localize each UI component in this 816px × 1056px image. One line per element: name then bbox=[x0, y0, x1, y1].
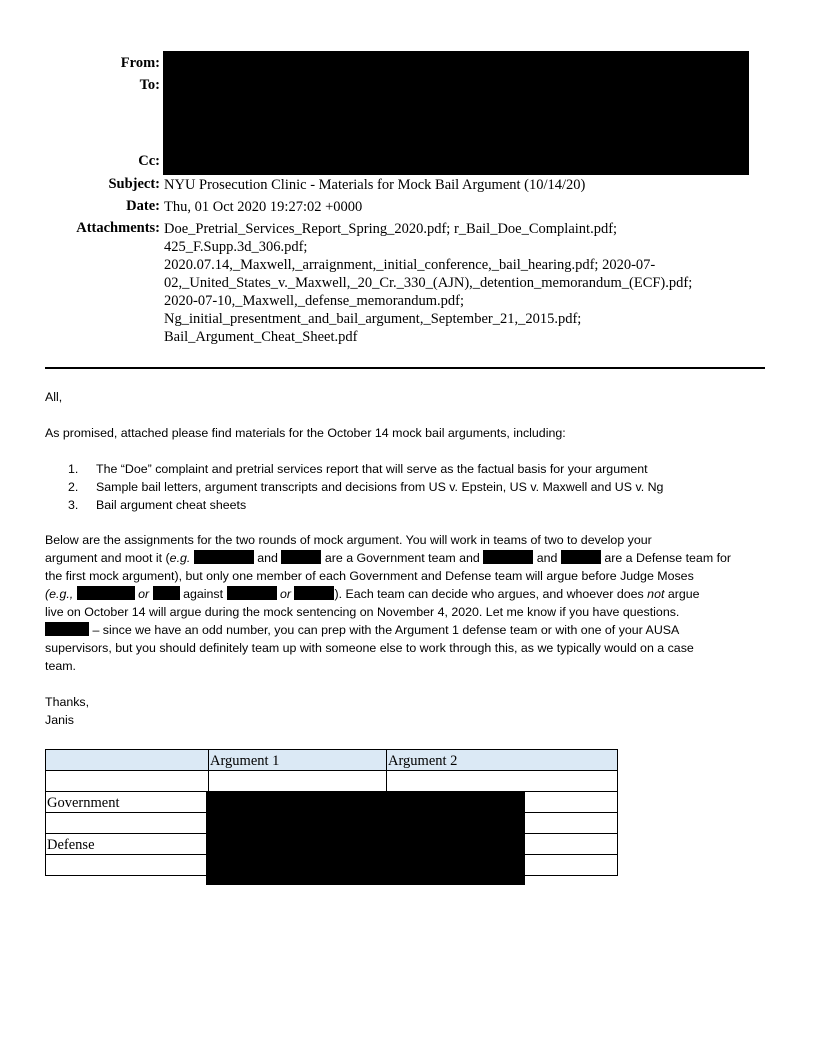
signature: Janis bbox=[45, 713, 74, 727]
attachment-line[interactable]: Ng_initial_presentment_and_bail_argument,_September_21,_2015.pdf; bbox=[164, 311, 582, 327]
to-label: To: bbox=[139, 77, 160, 93]
cc-label: Cc: bbox=[138, 153, 160, 169]
row-label bbox=[46, 855, 209, 876]
attachment-line[interactable]: Bail_Argument_Cheat_Sheet.pdf bbox=[164, 329, 358, 345]
row-label bbox=[46, 813, 209, 834]
attachment-line[interactable]: 02,_United_States_v._Maxwell,_20_Cr._330_(AJN),_detention_memorandum_(ECF).pdf; bbox=[164, 275, 693, 291]
attachment-line[interactable]: 2020-07-10,_Maxwell,_defense_memorandum.pdf; bbox=[164, 293, 464, 309]
header-divider bbox=[45, 367, 765, 369]
attachment-line[interactable]: 425_F.Supp.3d_306.pdf; bbox=[164, 239, 308, 255]
table-row bbox=[46, 771, 618, 792]
redaction-name bbox=[77, 586, 135, 600]
date-value: Thu, 01 Oct 2020 19:27:02 +0000 bbox=[164, 199, 363, 215]
redaction-name bbox=[153, 586, 180, 600]
table-header-cell bbox=[46, 750, 209, 771]
attachment-line[interactable]: 2020.07.14,_Maxwell,_arraignment,_initial_conference,_bail_hearing.pdf; 2020-07- bbox=[164, 257, 656, 273]
from-label: From: bbox=[120, 55, 160, 71]
intro-paragraph: As promised, attached please find materials for the October 14 mock bail arguments, including: bbox=[45, 426, 566, 440]
row-label: Government bbox=[46, 792, 209, 813]
salutation: All, bbox=[45, 390, 63, 404]
date-label: Date: bbox=[126, 198, 160, 214]
subject-value: NYU Prosecution Clinic - Materials for Mock Bail Argument (10/14/20) bbox=[164, 177, 586, 193]
table-header-row bbox=[46, 750, 618, 771]
redaction-block-table bbox=[206, 792, 525, 885]
list-item: 3. Bail argument cheat sheets bbox=[68, 498, 247, 512]
redaction-name bbox=[227, 586, 277, 600]
attachments-label: Attachments: bbox=[76, 220, 160, 236]
subject-label: Subject: bbox=[108, 176, 160, 192]
redaction-name bbox=[45, 622, 89, 636]
row-label bbox=[46, 771, 209, 792]
attachments-list bbox=[164, 220, 692, 346]
redaction-block-recipients bbox=[163, 51, 749, 175]
redaction-name bbox=[194, 550, 254, 564]
attachment-line[interactable]: Doe_Pretrial_Services_Report_Spring_2020.pdf; r_Bail_Doe_Complaint.pdf; bbox=[164, 221, 618, 237]
redaction-name bbox=[294, 586, 334, 600]
signoff: Thanks, bbox=[45, 695, 90, 709]
materials-list bbox=[45, 460, 663, 514]
redaction-name bbox=[561, 550, 601, 564]
list-item: 1. The “Doe” complaint and pretrial services report that will serve as the factual basis for your argument bbox=[68, 462, 648, 476]
table-header-cell: Argument 1 bbox=[209, 750, 387, 771]
redaction-name bbox=[483, 550, 533, 564]
redaction-name bbox=[281, 550, 321, 564]
table-header-cell: Argument 2 bbox=[387, 750, 618, 771]
assignment-paragraph: Below are the assignments for the two rounds of mock argument. You will work in teams of two to develop your argument and moot it (e.g. and are a Government team and and are a Defense team for the first mock argument), but only one member of each Government and Defense team will argue before Judge Moses (e.g., or against or ). Each team can decide who argues, and whoever does not argue live on October 14 will argue during the mock sentencing on November 4, 2020. Let me know if you have questions. – since we have an odd number, you can prep with the Argument 1 defense team or with one of your AUSA supervisors, but you should definitely team up with someone else to work through this, as we typically would on a case team. bbox=[45, 533, 732, 673]
row-label: Defense bbox=[46, 834, 209, 855]
list-item: 2. Sample bail letters, argument transcripts and decisions from US v. Epstein, US v. Maxwell and US v. Ng bbox=[68, 480, 664, 494]
